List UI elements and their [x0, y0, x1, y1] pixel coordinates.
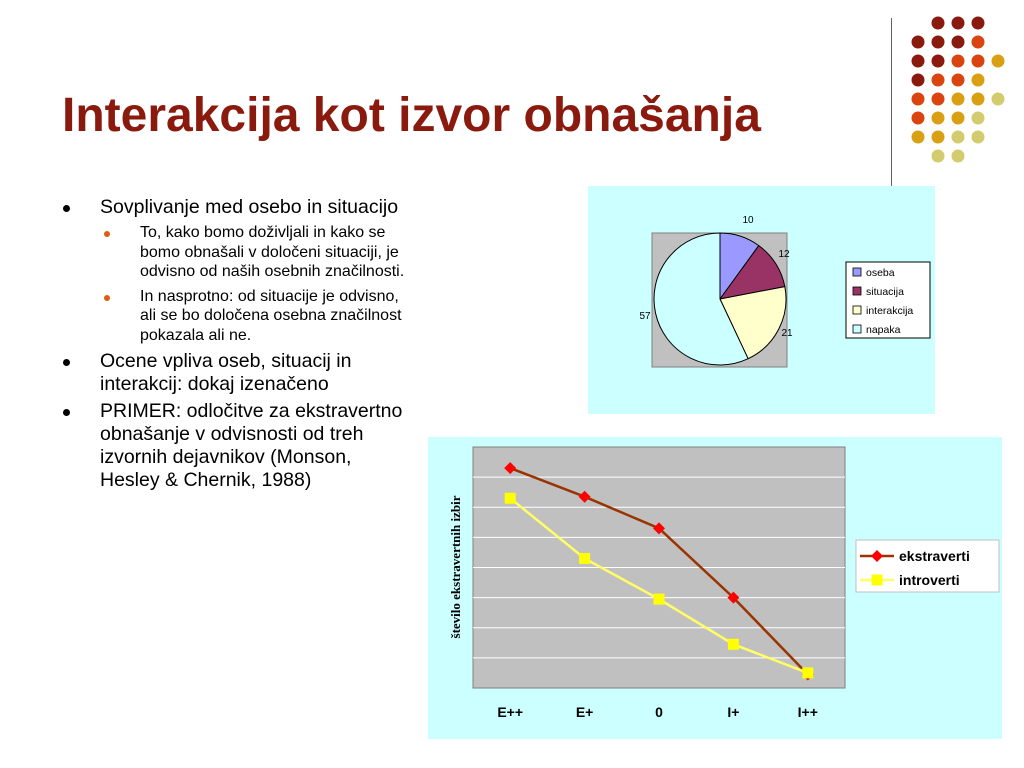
decorative-dot [912, 131, 925, 144]
decorative-dot [932, 36, 945, 49]
x-tick-label: I++ [797, 704, 818, 720]
sub-bullet-text: In nasprotno: od situacije je odvisno, ali se bo določena osebna značilnost pokazala ali ne. [140, 287, 402, 344]
decorative-dot [932, 131, 945, 144]
decorative-dot [952, 112, 965, 125]
data-point-introverti [579, 553, 590, 564]
pie-legend-swatch [853, 268, 861, 276]
decorative-dot [972, 55, 985, 68]
sub-bullet-text: To, kako bomo doživljali in kako se bomo obnašali v določeni situaciji, je odvisno od naših osebnih značilnosti. [140, 224, 405, 280]
decorative-dot [952, 17, 965, 30]
decorative-dot [932, 150, 945, 163]
bullet-list [62, 196, 412, 496]
decorative-dot [952, 150, 965, 163]
data-point-introverti [728, 639, 739, 650]
decorative-dot [952, 131, 965, 144]
pie-legend-label: interakcija [866, 305, 914, 317]
pie-legend [846, 262, 930, 338]
sub-bullet-list [100, 223, 412, 345]
pie-value-label: 21 [781, 328, 793, 339]
decorative-dot [912, 36, 925, 49]
decorative-dot [952, 93, 965, 106]
pie-value-label: 12 [778, 249, 790, 260]
sub-bullet-item [100, 223, 412, 282]
page-title: Interakcija kot izvor obnašanja [62, 89, 761, 142]
decorative-dot [972, 17, 985, 30]
decorative-dot [992, 55, 1005, 68]
line-chart [428, 437, 1002, 739]
y-axis-label: število ekstravertnih izbir [448, 495, 463, 639]
decorative-dot [972, 74, 985, 87]
decorative-dot [972, 131, 985, 144]
line-chart-panel [428, 437, 1002, 739]
line-legend [856, 540, 999, 592]
decorative-dot [912, 55, 925, 68]
decorative-dot [912, 93, 925, 106]
decorative-dot [972, 93, 985, 106]
bullet-item [62, 196, 412, 345]
bullet-item [62, 400, 412, 492]
decorative-dot [972, 112, 985, 125]
pie-legend-swatch [853, 287, 861, 295]
decorative-dot [932, 17, 945, 30]
bullet-text: Ocene vpliva oseb, situacij in interakcij: dokaj izenačeno [100, 350, 352, 395]
data-point-introverti [505, 493, 516, 504]
decorative-dot [932, 74, 945, 87]
bullet-text: PRIMER: odločitve za ekstravertno obnašanje v odvisnosti od treh izvornih dejavnikov (Monson, Hesley & Chernik, 1988) [100, 400, 403, 491]
decorative-dot [952, 55, 965, 68]
decorative-dot [912, 74, 925, 87]
sub-bullet-item [100, 287, 412, 346]
legend-label: ekstraverti [899, 548, 970, 564]
pie-legend-swatch [853, 325, 861, 333]
data-point-introverti [802, 667, 813, 678]
decorative-dot [932, 112, 945, 125]
data-point-introverti [654, 594, 665, 605]
x-tick-label: E+ [575, 704, 594, 720]
decorative-dot-grid [0, 0, 1024, 180]
pie-legend-label: situacija [866, 286, 904, 298]
bullet-item [62, 350, 412, 396]
decorative-dot [932, 55, 945, 68]
pie-legend-swatch [853, 306, 861, 314]
decorative-dot [912, 112, 925, 125]
pie-chart-panel [588, 186, 935, 414]
pie-legend-label: napaka [866, 324, 901, 336]
x-tick-label: I+ [727, 704, 740, 720]
x-tick-label: E++ [497, 704, 524, 720]
legend-label: introverti [899, 572, 960, 588]
pie-value-label: 10 [742, 215, 754, 226]
decorative-dot [972, 36, 985, 49]
bullet-text: Sovplivanje med osebo in situacijo [100, 196, 399, 218]
pie-value-label: 57 [639, 311, 651, 322]
decorative-dot [992, 93, 1005, 106]
decorative-dot [952, 74, 965, 87]
decorative-dot [932, 93, 945, 106]
legend-marker [872, 575, 883, 586]
pie-legend-label: oseba [866, 267, 895, 279]
decorative-dot [952, 36, 965, 49]
x-tick-label: 0 [655, 704, 663, 720]
pie-chart [588, 186, 935, 414]
